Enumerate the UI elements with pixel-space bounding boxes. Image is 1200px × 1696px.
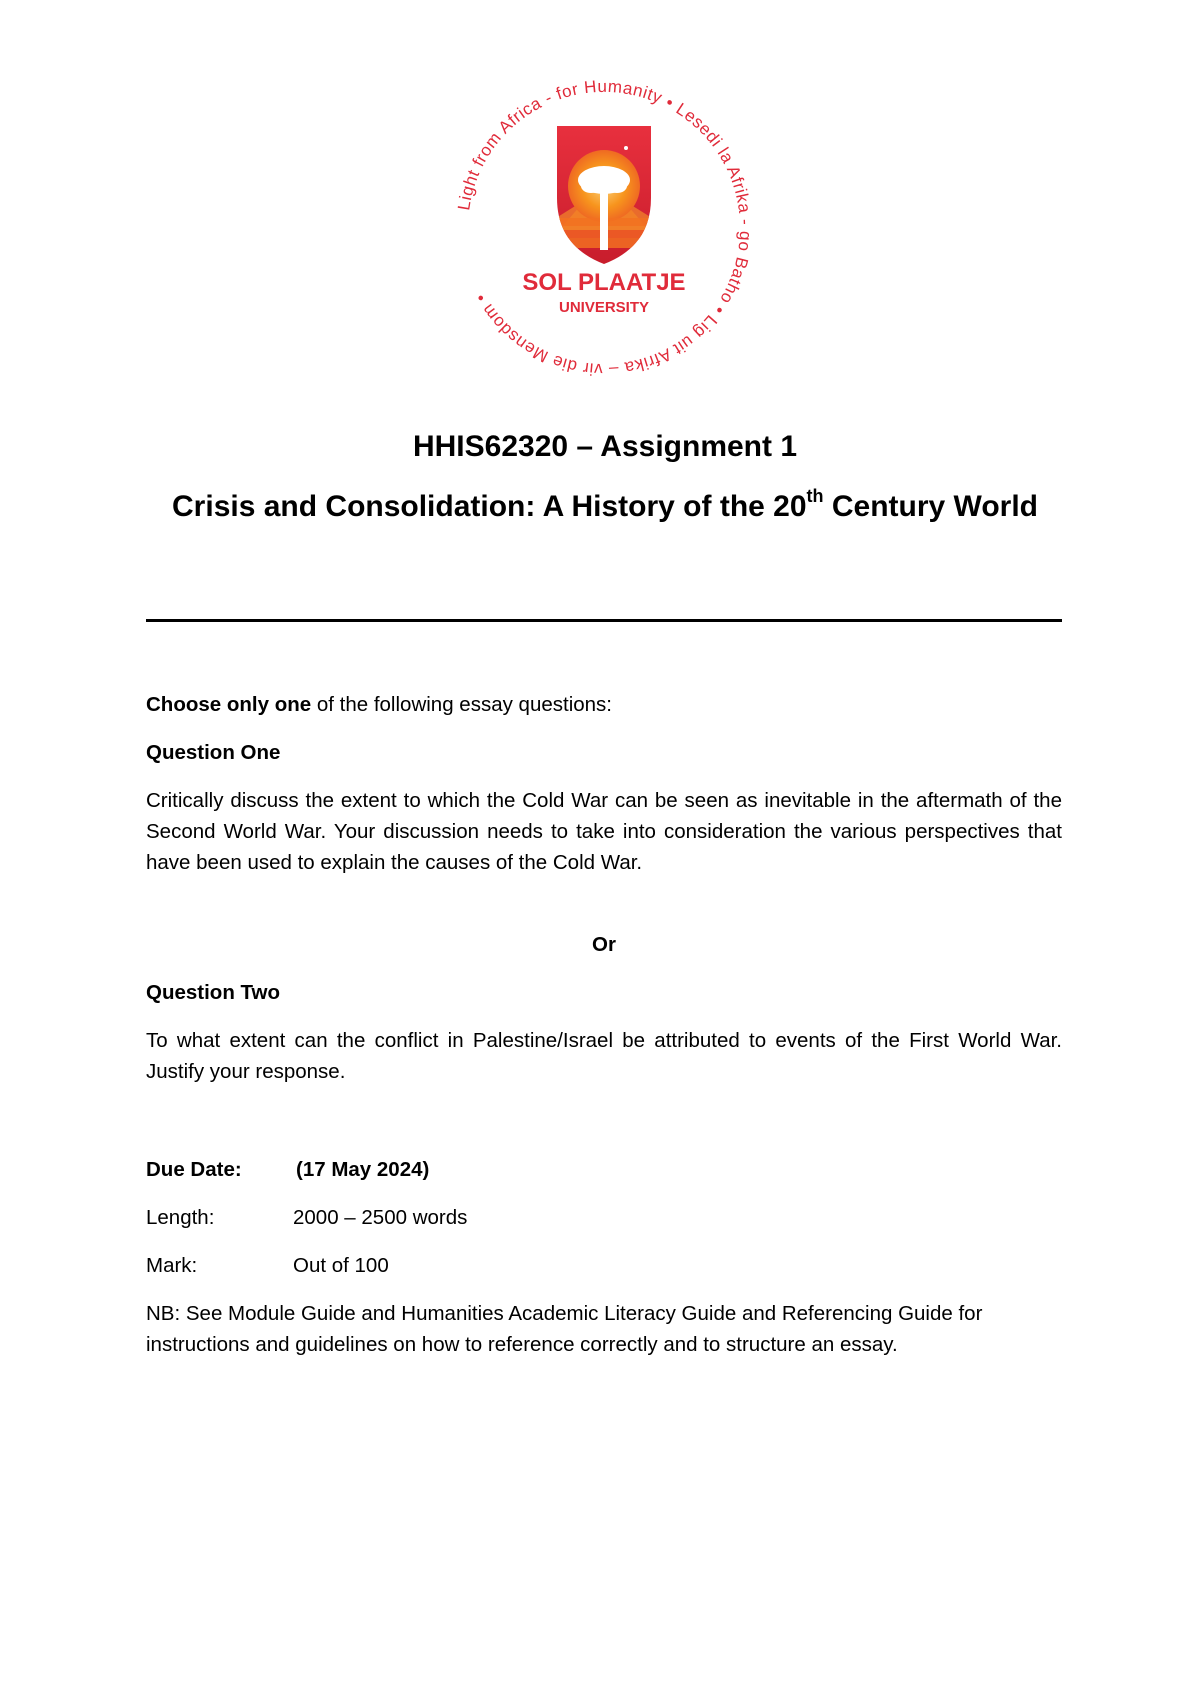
length-value: 2000 – 2500 words xyxy=(293,1206,468,1229)
question-two-heading: Question Two xyxy=(146,981,281,1004)
question-one-heading: Question One xyxy=(146,741,281,764)
course-title-superscript: th xyxy=(806,486,824,506)
due-date-label: Due Date: xyxy=(146,1158,242,1181)
shield-icon xyxy=(524,126,684,264)
logo-name: SOL PLAATJE xyxy=(522,269,686,296)
question-one-text: Critically discuss the extent to which the Cold War can be seen as inevitable in the aftermath of the Second World War. Your discussion needs to take into consideration the various perspectives that have been used to explain the causes of the Cold War. xyxy=(146,789,1062,874)
question-two-text: To what extent can the conflict in Palestine/Israel be attributed to events of the First World War. Justify your response. xyxy=(146,1029,1062,1083)
course-title-part1: Crisis and Consolidation: A History of the 20 xyxy=(172,490,807,523)
university-logo xyxy=(444,68,764,388)
logo-subname: UNIVERSITY xyxy=(558,299,650,316)
mark-value: Out of 100 xyxy=(293,1254,389,1277)
course-title-part2: Century World xyxy=(823,490,1038,523)
assignment-heading: HHIS62320 – Assignment 1 xyxy=(412,430,798,463)
course-title xyxy=(140,487,1070,527)
mark-label: Mark: xyxy=(146,1254,198,1277)
length-label: Length: xyxy=(146,1206,215,1229)
instructions xyxy=(146,689,1062,720)
divider xyxy=(146,619,1062,622)
instructions-rest: of the following essay questions: xyxy=(311,693,612,716)
logo-ring-text: Light from Africa - for Humanity • Lesedi la Afrika - go Batho • Lig uit Afrika – vir die Mensdom • xyxy=(454,76,756,380)
or-separator: Or xyxy=(592,933,616,956)
instructions-emphasis: Choose only one xyxy=(146,693,312,716)
referencing-note: NB: See Module Guide and Humanities Academic Literacy Guide and Referencing Guide for instructions and guidelines on how to reference correctly and to structure an essay. xyxy=(146,1302,983,1356)
due-date-value: (17 May 2024) xyxy=(296,1158,430,1181)
